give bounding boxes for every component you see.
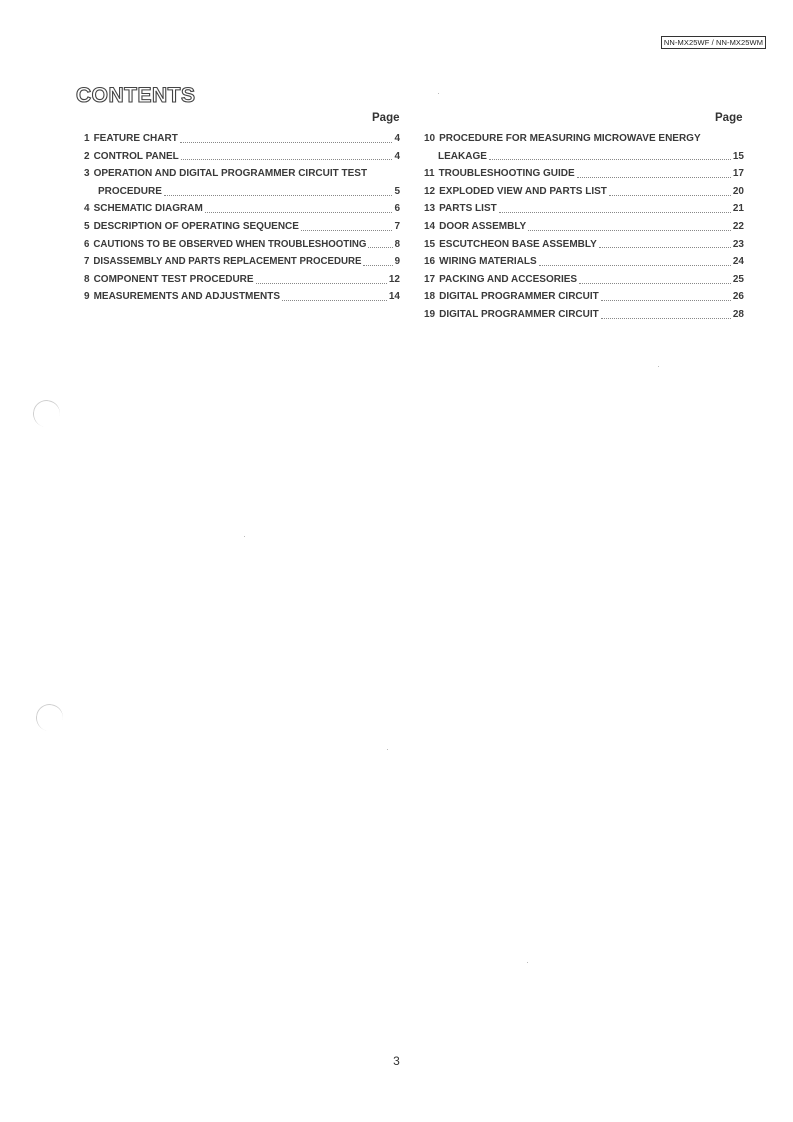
dot-leader xyxy=(528,229,731,231)
toc-item-title: PACKING AND ACCESORIES xyxy=(439,273,578,285)
toc-item-page: 15 xyxy=(732,150,744,162)
toc-item[interactable] xyxy=(84,200,400,218)
dot-leader xyxy=(363,264,392,266)
toc-item-number: 5 xyxy=(84,220,90,232)
toc-item[interactable] xyxy=(424,183,744,201)
page-number: 3 xyxy=(393,1054,400,1068)
toc-item-title: TROUBLESHOOTING GUIDE xyxy=(438,168,575,180)
toc-item-title-continued: LEAKAGE xyxy=(438,150,487,162)
toc-item-number: 15 xyxy=(424,238,436,250)
toc-item[interactable] xyxy=(424,130,744,165)
toc-item-number: 2 xyxy=(84,150,90,162)
toc-item-number: 18 xyxy=(424,291,436,303)
toc-item-title: DIGITAL PROGRAMMER CIRCUIT xyxy=(439,291,599,303)
toc-item-number: 3 xyxy=(84,168,90,180)
toc-item-number: 6 xyxy=(84,238,90,250)
toc-item-page: 4 xyxy=(394,133,400,144)
toc-item-number: 19 xyxy=(424,308,436,320)
toc-item[interactable] xyxy=(84,236,400,254)
scan-speck xyxy=(244,536,245,537)
page-title: CONTENTS xyxy=(76,84,196,107)
toc-item[interactable] xyxy=(424,253,744,271)
binder-hole-mark xyxy=(34,702,65,733)
dot-leader xyxy=(301,229,392,231)
toc-left-column xyxy=(84,130,400,306)
toc-item-page: 7 xyxy=(394,220,400,232)
left-page-column-header: Page xyxy=(372,112,400,124)
dot-leader xyxy=(577,176,731,178)
scan-speck xyxy=(438,93,439,94)
toc-item[interactable] xyxy=(84,130,400,148)
toc-item-title: COMPONENT TEST PROCEDURE xyxy=(93,273,254,285)
toc-item-page: 21 xyxy=(732,203,744,215)
toc-item-page: 9 xyxy=(394,256,400,268)
dot-leader xyxy=(205,211,393,213)
toc-item-number: 9 xyxy=(84,291,90,303)
toc-item-title: CONTROL PANEL xyxy=(93,150,179,162)
toc-item-number: 14 xyxy=(424,220,436,232)
dot-leader xyxy=(499,211,731,213)
toc-item[interactable] xyxy=(84,253,400,271)
toc-item-title: DESCRIPTION OF OPERATING SEQUENCE xyxy=(93,220,299,232)
toc-item-page: 12 xyxy=(388,273,400,285)
toc-item-title: SCHEMATIC DIAGRAM xyxy=(93,203,203,215)
toc-item-page: 23 xyxy=(732,238,744,250)
dot-leader xyxy=(256,282,387,284)
right-page-column-header: Page xyxy=(715,112,743,124)
toc-item-number: 10 xyxy=(424,133,436,144)
toc-item-page: 6 xyxy=(394,203,400,215)
toc-item[interactable] xyxy=(84,271,400,289)
dot-leader xyxy=(489,158,731,160)
toc-item-title: CAUTIONS TO BE OBSERVED WHEN TROUBLESHOOTING xyxy=(93,238,367,250)
toc-item-page: 4 xyxy=(394,150,400,162)
toc-item-page: 17 xyxy=(732,168,744,180)
toc-item[interactable] xyxy=(84,218,400,236)
scan-speck xyxy=(658,366,659,367)
dot-leader xyxy=(368,246,392,248)
toc-item[interactable] xyxy=(424,271,744,289)
toc-item-title: DIGITAL PROGRAMMER CIRCUIT xyxy=(439,308,599,320)
dot-leader xyxy=(180,141,393,143)
dot-leader xyxy=(282,299,387,301)
dot-leader xyxy=(579,282,731,284)
toc-item-title: FEATURE CHART xyxy=(93,133,178,144)
dot-leader xyxy=(181,158,393,160)
toc-item-page: 20 xyxy=(732,185,744,197)
toc-item-title: WIRING MATERIALS xyxy=(439,256,537,268)
toc-item[interactable] xyxy=(424,288,744,306)
toc-item[interactable] xyxy=(424,306,744,324)
toc-item-number: 17 xyxy=(424,273,436,285)
dot-leader xyxy=(609,194,731,196)
toc-item-title: MEASUREMENTS AND ADJUSTMENTS xyxy=(93,291,281,303)
toc-item-title: ESCUTCHEON BASE ASSEMBLY xyxy=(439,238,597,250)
toc-item-number: 7 xyxy=(84,256,90,268)
toc-item-number: 8 xyxy=(84,273,90,285)
toc-item[interactable] xyxy=(424,165,744,183)
toc-item-page: 26 xyxy=(732,291,744,303)
toc-item-title: OPERATION AND DIGITAL PROGRAMMER CIRCUIT TEST xyxy=(93,168,368,180)
toc-item-number: 13 xyxy=(424,203,436,215)
toc-item[interactable] xyxy=(424,236,744,254)
model-number-label: NN-MX25WF / NN-MX25WM xyxy=(661,36,766,49)
binder-hole-mark xyxy=(31,398,62,429)
dot-leader xyxy=(601,317,731,319)
toc-item-page: 22 xyxy=(732,220,744,232)
toc-item[interactable] xyxy=(424,200,744,218)
scan-speck xyxy=(387,749,388,750)
toc-item-number: 11 xyxy=(424,168,435,180)
toc-item-page: 8 xyxy=(394,238,400,250)
dot-leader xyxy=(601,299,731,301)
toc-item-number: 4 xyxy=(84,203,90,215)
toc-right-column xyxy=(424,130,744,324)
toc-item-number: 16 xyxy=(424,256,436,268)
toc-item-title: PROCEDURE FOR MEASURING MICROWAVE ENERGY xyxy=(439,133,701,144)
scan-speck xyxy=(527,962,528,963)
toc-item[interactable] xyxy=(424,218,744,236)
dot-leader xyxy=(599,246,731,248)
toc-item-page: 25 xyxy=(732,273,744,285)
dot-leader xyxy=(539,264,731,266)
toc-item-title: DOOR ASSEMBLY xyxy=(439,220,527,232)
toc-item-number: 12 xyxy=(424,185,436,197)
dot-leader xyxy=(164,194,393,196)
toc-item-title: EXPLODED VIEW AND PARTS LIST xyxy=(439,185,607,197)
toc-item-title: PARTS LIST xyxy=(439,203,497,215)
toc-item[interactable] xyxy=(84,165,400,200)
toc-item[interactable] xyxy=(84,288,400,306)
toc-item-title-continued: PROCEDURE xyxy=(98,185,162,197)
toc-item-page: 28 xyxy=(732,308,744,320)
toc-item-page: 5 xyxy=(394,185,400,197)
toc-item-page: 24 xyxy=(732,256,744,268)
toc-item-number: 1 xyxy=(84,133,90,144)
toc-item-title: DISASSEMBLY AND PARTS REPLACEMENT PROCEDURE xyxy=(93,256,362,268)
toc-item[interactable] xyxy=(84,148,400,166)
toc-item-page: 14 xyxy=(388,291,400,303)
